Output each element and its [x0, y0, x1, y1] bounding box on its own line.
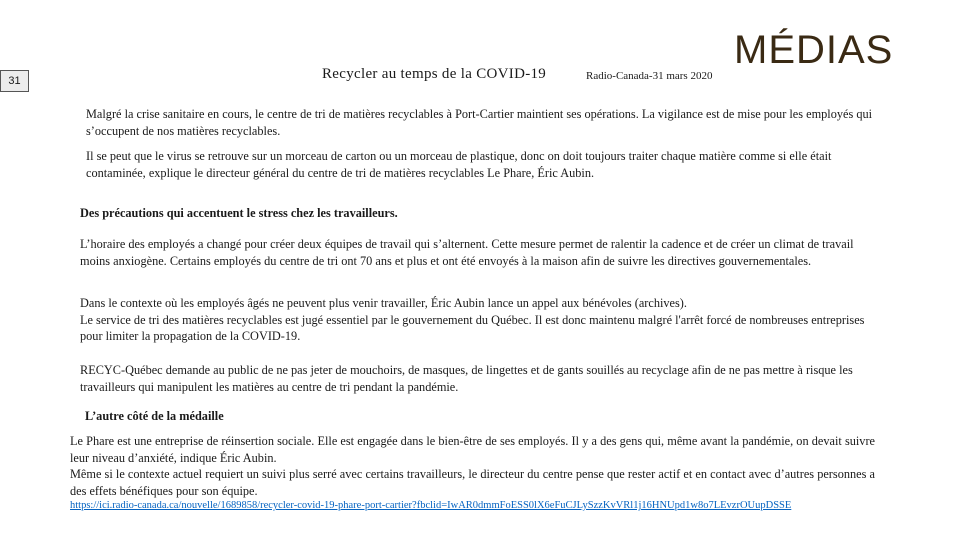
paragraph-recyc-quebec: RECYC-Québec demande au public de ne pas jeter de mouchoirs, de masques, de lingettes et de gants souillés au recyclage afin de ne pas mettre à risque les travailleurs qui manipulent les matières au centre de tri pendant la pandémie. — [80, 363, 853, 394]
paragraph-essential-service: Le service de tri des matières recyclables est jugé essentiel par le gouvernement du Québec. Il est donc maintenu malgré l'arrêt forcé de nombreuses entreprises pour limiter la propagation de la COVID-19. — [80, 312, 865, 344]
paragraph-volunteers-line: Dans le contexte où les employés âgés ne peuvent plus venir travailler, Éric Aubin lance un appel aux bénévoles (archives). — [80, 296, 687, 310]
paragraph-schedule: L’horaire des employés a changé pour créer deux équipes de travail qui s’alternent. Cette mesure permet de ralentir la cadence et de créer un climat de travail moins anxiogène. Certains employés du centre de tri ont 70 ans et plus et ont été envoyés à la maison afin de suivre les directives gouvernementales. — [80, 237, 854, 268]
slide-number: 31 — [0, 70, 29, 92]
paragraph-intro: Malgré la crise sanitaire en cours, le centre de tri de matières recyclables à Port-Cartier maintient ses opérations. La vigilance est de mise pour les employés qui s’occupent de nos matières recyclables. — [86, 107, 873, 138]
article-title: Recycler au temps de la COVID-19 — [322, 66, 547, 82]
paragraph-volunteers — [80, 295, 870, 345]
article-link[interactable]: https://ici.radio-canada.ca/nouvelle/1689858/recycler-covid-19-phare-port-cartier?fbclid=IwAR0dmmFoESS0lX6eFuCJLySzzKvVRl1j16HNUpd1w8o7LEvzrOUupDSSE — [70, 500, 792, 511]
section-heading: MÉDIAS — [734, 28, 894, 72]
article-source: Radio-Canada-31 mars 2020 — [586, 70, 713, 82]
paragraph-quote: Il se peut que le virus se retrouve sur un morceau de carton ou un morceau de plastique, donc on doit toujours traiter chaque matière comme si elle était contaminée, explique le directeur général du centre de tri de matières recyclables Le Phare, Éric Aubin. — [86, 149, 832, 180]
subheading-precautions: Des précautions qui accentuent le stress chez les travailleurs. — [80, 206, 398, 220]
paragraph-benefits: Même si le contexte actuel requiert un suivi plus serré avec certains travailleurs, le directeur du centre pense que rester actif et en contact avec d’autres personnes a des effets bénéfiques pour son équipe. — [70, 467, 875, 499]
paragraph-social-reinsertion — [70, 433, 875, 500]
subheading-other-side: L’autre côté de la médaille — [85, 409, 224, 423]
paragraph-anxiety: Le Phare est une entreprise de réinsertion sociale. Elle est engagée dans le bien-être de ses employés. Il y a des gens qui, même avant la pandémie, on devait suivre leur niveau d’anxiété, indique Éric Aubin. — [70, 434, 875, 465]
